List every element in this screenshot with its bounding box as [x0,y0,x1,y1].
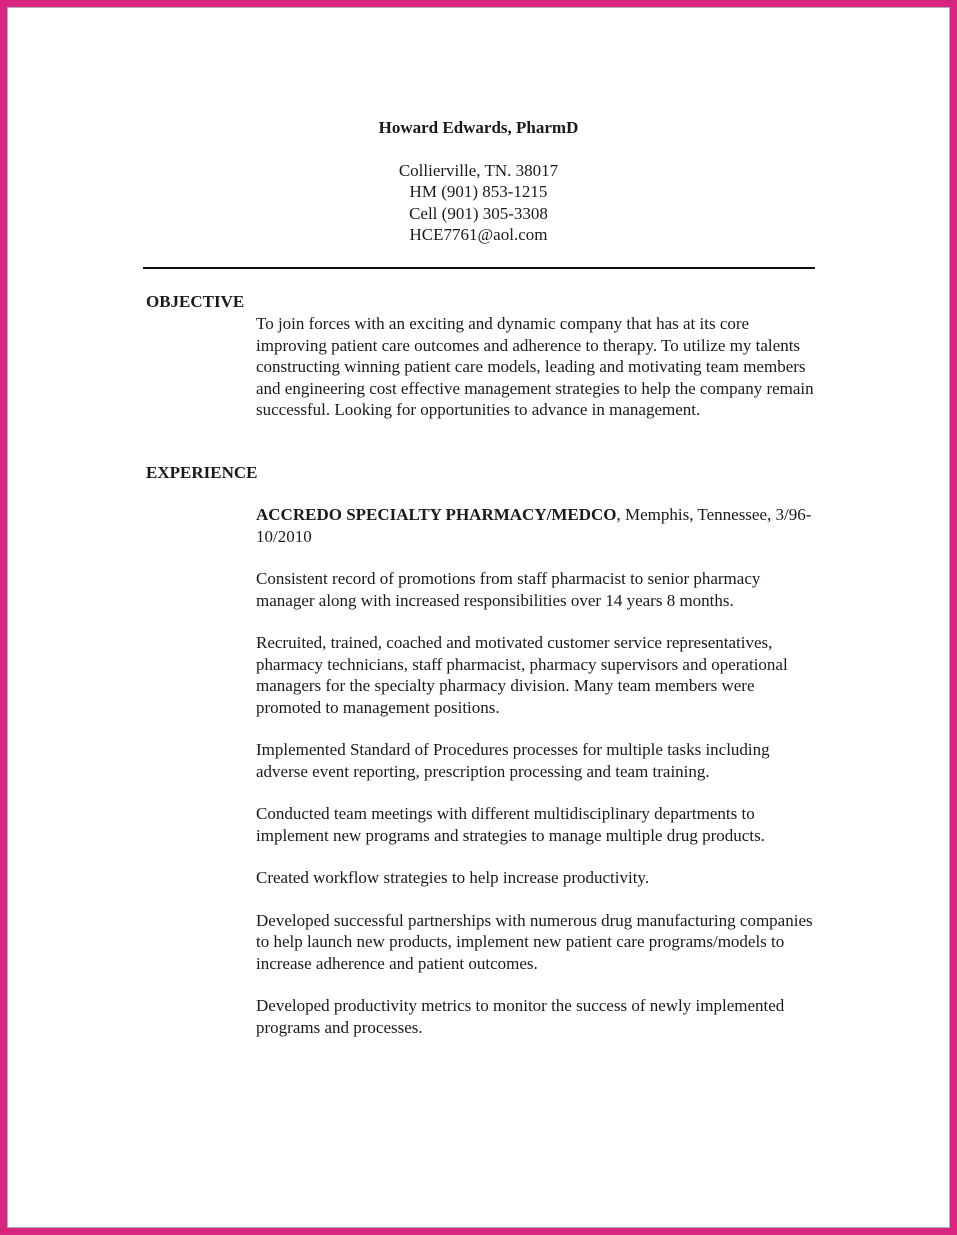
objective-heading: OBJECTIVE [146,292,245,311]
experience-heading: EXPERIENCE [146,463,258,482]
candidate-location: Collierville, TN. 38017 [398,160,559,180]
email: HCE7761@aol.com [409,225,548,244]
experience-paragraph: Consistent record of promotions from staff pharmacist to senior pharmacy manager along with increased responsibilities over 14 years 8 months. [256,569,761,610]
experience-paragraph: Created workflow strategies to help increase productivity. [256,868,650,887]
employer-name: ACCREDO SPECIALTY PHARMACY/MEDCO [256,505,617,524]
experience-paragraph: Developed productivity metrics to monitor the success of newly implemented programs and processes. [256,996,785,1037]
employer-location: , Memphis, Tennessee, 3/96- 10/2010 [256,505,812,546]
employer-line [256,504,821,547]
cell-phone: Cell (901) 305-3308 [409,203,548,223]
objective-text [256,313,821,442]
experience-paragraph: Implemented Standard of Procedures processes for multiple tasks including adverse event reporting, prescription processing and team training. [256,740,770,781]
candidate-name: Howard Edwards, PharmD [378,118,579,137]
header-divider [143,267,815,269]
home-phone: HM (901) 853-1215 [409,182,548,201]
experience-paragraph: Developed successful partnerships with numerous drug manufacturing companies to help launch new products, implement new patient care programs/models to increase adherence and patient outcomes. [256,910,813,973]
experience-paragraph: Conducted team meetings with different multidisciplinary departments to implement new programs and strategies to manage multiple drug products. [256,804,765,845]
experience-paragraph: Recruited, trained, coached and motivated customer service representatives, pharmacy technicians, staff pharmacist, pharmacy supervisors and operational managers for the specialty pharmacy division. Many team members were promoted to management positions. [256,633,788,717]
experience-body [256,504,821,1059]
objective-paragraph: To join forces with an exciting and dynamic company that has at its core improving patient care outcomes and adherence to therapy. To utilize my talents constructing winning patient care models, leading and motivating team members and engineering cost effective management strategies to help the company remain successful. Looking for opportunities to advance in management. [256,314,814,419]
resume-header [0,117,957,246]
